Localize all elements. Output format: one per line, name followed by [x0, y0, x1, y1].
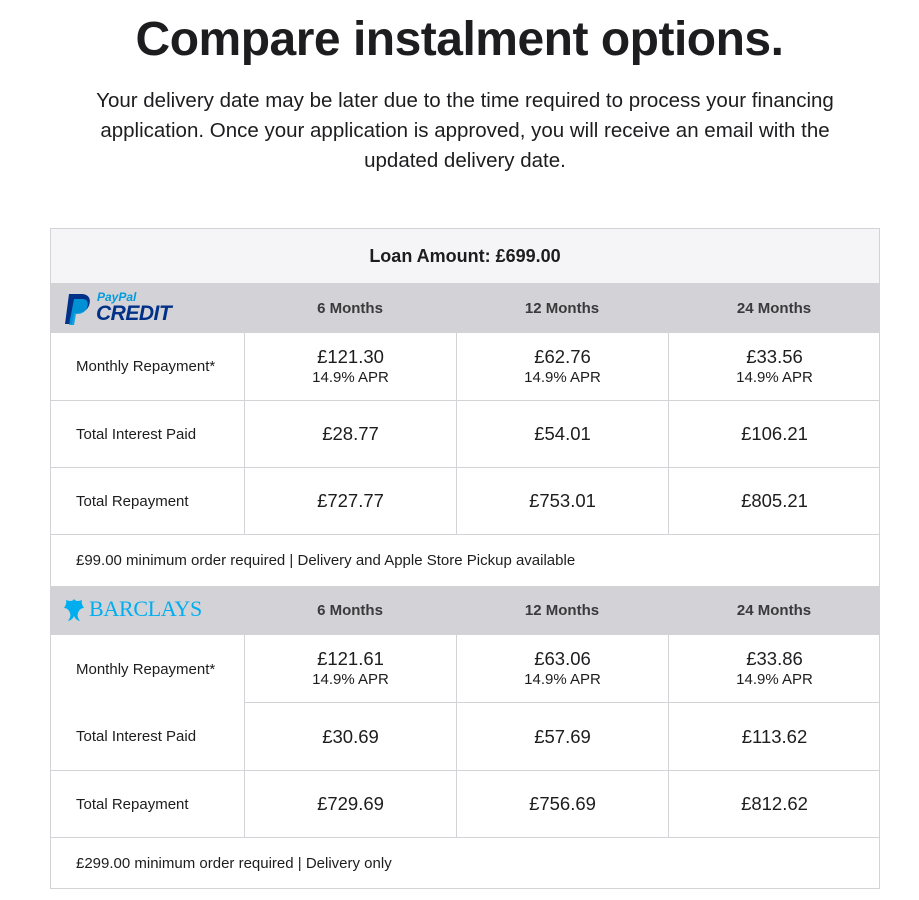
amount: £28.77 — [322, 423, 379, 444]
table-row — [51, 401, 879, 468]
amount: £753.01 — [529, 490, 596, 511]
paypal-credit-logo — [63, 290, 173, 328]
table-cell — [456, 703, 668, 770]
barclays-header — [51, 586, 879, 635]
amount: £113.62 — [741, 725, 808, 747]
amount: £812.62 — [741, 793, 808, 814]
barclays-eagle-icon — [63, 598, 85, 622]
paypal-credit-header — [51, 284, 879, 333]
paypal-logo-bottom: CREDIT — [96, 302, 172, 325]
paypal-col-24: 24 Months — [736, 300, 812, 317]
apr: 14.9% APR — [524, 670, 601, 688]
row-label: Monthly Repayment* — [76, 660, 216, 678]
barclays-col-6: 6 Months — [317, 602, 383, 619]
table-cell — [668, 635, 880, 703]
amount: £756.69 — [529, 793, 596, 814]
paypal-p-icon — [63, 292, 93, 326]
table-cell — [244, 635, 456, 703]
barclays-note: £299.00 minimum order required | Delivery only — [76, 855, 392, 872]
amount: £106.21 — [741, 423, 808, 444]
table-cell — [456, 401, 668, 467]
amount: £62.76 — [534, 345, 591, 367]
row-label: Total Interest Paid — [76, 728, 197, 745]
amount: £33.56 — [746, 345, 803, 367]
amount: £729.69 — [317, 793, 384, 814]
table-cell — [244, 771, 456, 837]
apr: 14.9% APR — [312, 368, 389, 386]
instalment-table — [50, 228, 880, 889]
intro-text: Your delivery date may be later due to the time required to process your financing application. Once your application is approved, you will receive an email with the updated delivery date. — [96, 89, 834, 172]
table-cell — [668, 401, 880, 467]
table-cell — [244, 468, 456, 534]
amount: £121.61 — [317, 647, 384, 669]
page-title: Compare instalment options. — [135, 13, 784, 66]
amount: £805.21 — [741, 490, 808, 511]
table-cell — [668, 771, 880, 837]
row-label: Total Interest Paid — [76, 425, 197, 443]
amount: £33.86 — [746, 647, 803, 669]
table-cell — [244, 703, 456, 770]
apr: 14.9% APR — [524, 368, 601, 386]
table-cell — [456, 333, 668, 400]
amount: £727.77 — [317, 490, 384, 511]
amount: £121.30 — [317, 345, 384, 367]
table-cell — [668, 333, 880, 400]
table-cell — [456, 771, 668, 837]
barclays-logo — [63, 596, 203, 626]
table-row — [51, 333, 879, 401]
table-cell — [456, 468, 668, 534]
paypal-logo-top: PayPal — [97, 290, 137, 304]
paypal-col-6: 6 Months — [317, 300, 383, 317]
paypal-col-12: 12 Months — [524, 300, 600, 317]
amount: £54.01 — [534, 423, 591, 444]
apr: 14.9% APR — [736, 368, 813, 386]
apr: 14.9% APR — [312, 670, 389, 688]
table-cell — [456, 635, 668, 703]
amount: £57.69 — [534, 725, 591, 747]
row-label: Monthly Repayment* — [76, 358, 216, 375]
amount: £30.69 — [322, 725, 379, 747]
table-row — [51, 468, 879, 535]
row-label: Total Repayment — [76, 795, 189, 813]
table-row — [51, 635, 879, 703]
table-cell — [668, 703, 880, 770]
row-label: Total Repayment — [76, 492, 189, 510]
amount: £63.06 — [534, 647, 591, 669]
apr: 14.9% APR — [736, 670, 813, 688]
table-row — [51, 771, 879, 838]
barclays-col-12: 12 Months — [524, 602, 600, 619]
table-cell — [668, 468, 880, 534]
table-cell — [244, 333, 456, 400]
table-cell — [244, 401, 456, 467]
barclays-logo-text: BARCLAYS — [89, 596, 202, 621]
barclays-col-24: 24 Months — [736, 602, 812, 619]
paypal-note: £99.00 minimum order required | Delivery and Apple Store Pickup available — [76, 552, 576, 569]
table-row — [51, 703, 879, 771]
loan-amount: Loan Amount: £699.00 — [51, 229, 879, 284]
